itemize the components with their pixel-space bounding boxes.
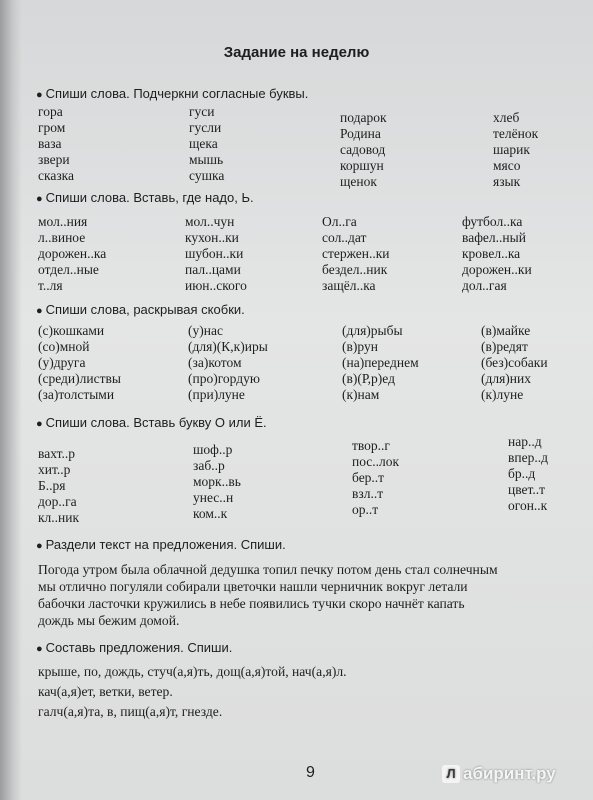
- task-4-column-4: [508, 434, 548, 514]
- word: июн..ского: [185, 278, 247, 293]
- word: (среди)листвы: [38, 371, 121, 386]
- word: сказка: [38, 168, 75, 183]
- word: унес..н: [193, 490, 234, 505]
- text-line: бабочки ласточки кружились в небе появились тучки скоро начнёт капать: [38, 596, 465, 611]
- word: (с)кошками: [38, 323, 105, 338]
- word: (на)переднем: [342, 355, 419, 370]
- task-2-column-1: [38, 214, 106, 294]
- word: т..ля: [38, 278, 63, 293]
- text-line: мы отлично погуляли собирали цветочки нашли черничник вокруг летали: [38, 579, 468, 594]
- word: (у)нас: [188, 323, 223, 338]
- word: ваза: [38, 136, 62, 151]
- page-number: 9: [306, 764, 315, 781]
- word: вахт..р: [38, 446, 75, 461]
- word: нар..д: [508, 434, 542, 449]
- word: дорожен..ка: [38, 246, 107, 261]
- word: (при)луне: [188, 387, 245, 402]
- word: Б..ря: [38, 478, 66, 493]
- word: мышь: [189, 152, 224, 167]
- word: дор..га: [38, 494, 77, 509]
- word: сушка: [189, 168, 225, 183]
- word: (для)них: [481, 371, 532, 386]
- word: гром: [38, 120, 66, 135]
- word: взл..т: [352, 486, 384, 501]
- word: коршун: [340, 158, 384, 173]
- word: (за)котом: [188, 355, 242, 370]
- task-5-text: [38, 561, 578, 629]
- word: шубон..ки: [185, 246, 244, 261]
- word: (про)гордую: [188, 371, 260, 386]
- word: (в)рун: [342, 339, 378, 354]
- bullet-icon: ●: [36, 643, 43, 655]
- word: кл..ник: [38, 510, 80, 525]
- word: (в)(Р,р)ед: [342, 371, 395, 386]
- page-title: Задание на неделю: [223, 44, 370, 61]
- word: гусли: [189, 120, 222, 135]
- word: заб..р: [193, 458, 225, 473]
- task-3-column-4: [481, 323, 548, 403]
- word: звери: [38, 152, 70, 167]
- word: хит..р: [38, 462, 71, 477]
- word: телёнок: [493, 126, 539, 141]
- task-4-column-1: [38, 446, 79, 526]
- task-2-column-3: [322, 214, 390, 294]
- word: хлеб: [493, 110, 520, 125]
- labirint-logo-icon: Л: [442, 765, 460, 783]
- watermark-text: абиринт.ру: [463, 764, 556, 783]
- task-1-column-1: [38, 104, 74, 184]
- bullet-icon: ●: [36, 305, 43, 317]
- task-2-instruction: ● Спиши слова. Вставь, где надо, Ь.: [36, 190, 254, 205]
- task-1-instruction: ● Спиши слова. Подчеркни согласные буквы.: [36, 86, 309, 101]
- word: гора: [38, 104, 63, 119]
- word: (для)(К,к)иры: [188, 339, 268, 354]
- word: (за)толстыми: [38, 387, 115, 402]
- word: морк..вь: [193, 474, 241, 489]
- task-3-column-3: [342, 323, 419, 403]
- text-line: галч(а,я)та, в, пищ(а,я)т, гнезде.: [38, 704, 223, 719]
- word: кухон..ки: [185, 230, 239, 245]
- word: впер..д: [508, 450, 548, 465]
- word: (в)редят: [481, 339, 528, 354]
- page-binding-shadow: [0, 0, 22, 800]
- word: бр..д: [508, 466, 536, 481]
- word: твор..г: [352, 438, 390, 453]
- task-4-instruction: ● Спиши слова. Вставь букву О или Ё.: [36, 415, 267, 430]
- task-5-instruction: ● Раздели текст на предложения. Спиши.: [36, 537, 286, 552]
- word: сол..дат: [322, 230, 367, 245]
- word: пос..лок: [352, 454, 400, 469]
- bullet-icon: ●: [36, 418, 43, 430]
- task-1-column-4: [493, 110, 538, 190]
- word: шоф..р: [193, 442, 233, 457]
- word: (в)майке: [481, 323, 531, 338]
- task-4-column-3: [352, 438, 399, 518]
- text-line: крыше, по, дождь, стуч(а,я)ть, дощ(а,я)той, нач(а,я)л.: [38, 664, 347, 679]
- task-3-column-1: [38, 323, 121, 403]
- word: защёл..ка: [322, 278, 376, 293]
- word: (без)собаки: [481, 355, 548, 370]
- word: ком..к: [193, 506, 228, 521]
- task-3-instruction: ● Спиши слова, раскрывая скобки.: [36, 302, 245, 317]
- word: шарик: [493, 142, 530, 157]
- text-line: Погода утром была облачной дедушка топил печку потом день стал солнечным: [38, 562, 498, 577]
- word: дорожен..ки: [462, 262, 532, 277]
- task-3-column-2: [188, 323, 268, 403]
- text-line: дождь мы бежим домой.: [38, 613, 180, 628]
- word: (у)друга: [38, 355, 86, 370]
- word: футбол..ка: [462, 214, 523, 229]
- word: бер..т: [352, 470, 385, 485]
- word: дол..гая: [462, 278, 507, 293]
- word: мол..чун: [185, 214, 235, 229]
- watermark: [442, 764, 556, 784]
- bullet-icon: ●: [36, 540, 43, 552]
- task-4-column-2: [193, 442, 241, 522]
- word: гуси: [189, 104, 215, 119]
- word: цвет..т: [508, 482, 546, 497]
- word: Родина: [340, 126, 381, 141]
- task-2-column-2: [185, 214, 247, 294]
- word: огон..к: [508, 498, 548, 513]
- word: (для)рыбы: [342, 323, 403, 338]
- task-6-instruction: ● Составь предложения. Спиши.: [36, 640, 233, 655]
- task-1-column-2: [189, 104, 224, 184]
- word: щенок: [340, 174, 377, 189]
- word: (к)луне: [481, 387, 524, 402]
- task-6-sentences: [38, 662, 347, 722]
- bullet-icon: ●: [36, 193, 43, 205]
- word: язык: [493, 174, 521, 189]
- word: стержен..ки: [322, 246, 390, 261]
- word: Ол..га: [322, 214, 357, 229]
- bullet-icon: ●: [36, 89, 43, 101]
- word: пал..цами: [185, 262, 241, 277]
- word: подарок: [340, 110, 387, 125]
- word: вафел..ный: [462, 230, 526, 245]
- word: (к)нам: [342, 387, 380, 402]
- word: мол..ния: [38, 214, 88, 229]
- word: мясо: [493, 158, 521, 173]
- task-1-column-3: [340, 110, 387, 190]
- word: бездел..ник: [322, 262, 388, 277]
- word: отдел..ные: [38, 262, 99, 277]
- task-2-column-4: [462, 214, 532, 294]
- word: (со)мной: [38, 339, 90, 354]
- word: л..виное: [38, 230, 86, 245]
- text-line: кач(а,я)ет, ветки, ветер.: [38, 684, 173, 699]
- word: ор..т: [352, 502, 379, 517]
- word: щека: [189, 136, 218, 151]
- word: кровел..ка: [462, 246, 521, 261]
- word: садовод: [340, 142, 386, 157]
